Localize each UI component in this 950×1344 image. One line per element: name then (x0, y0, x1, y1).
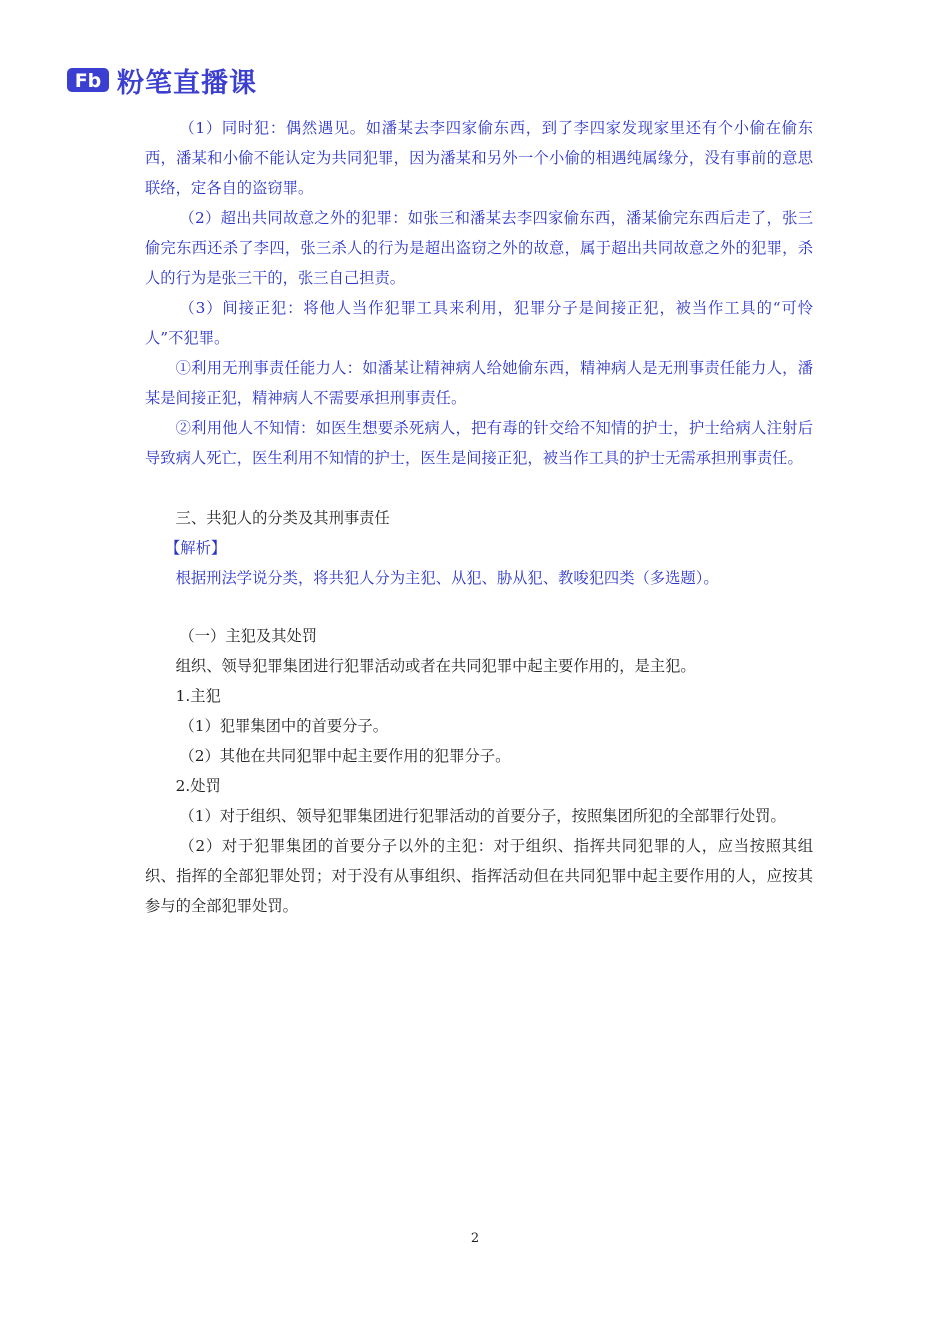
paragraph-use-unknowing: ②利用他人不知情：如医生想要杀死病人，把有毒的针交给不知情的护士，护士给病人注射后导致病人死亡，医生利用不知情的护士，医生是间接正犯，被当作工具的护士无需承担刑事责任。 (145, 419, 813, 467)
analysis-label: 【解析】 (165, 539, 227, 557)
page-number: 2 (470, 1231, 480, 1246)
item-principal-a: （1）犯罪集团中的首要分子。 (179, 717, 389, 735)
item-punishment-a: （1）对于组织、领导犯罪集团进行犯罪活动的首要分子，按照集团所犯的全部罪行处罚。 (179, 807, 786, 825)
svg-text:Fb: Fb (74, 70, 102, 92)
paragraph-beyond-common-intent: （2）超出共同故意之外的犯罪：如张三和潘某去李四家偷东西，潘某偷完东西后走了，张三偷完东西还杀了李四，张三杀人的行为是超出盗窃之外的故意，属于超出共同故意之外的犯罪，杀人的行为是张三干的，张三自己担责。 (145, 209, 813, 287)
principal-definition: 组织、领导犯罪集团进行犯罪活动或者在共同犯罪中起主要作用的，是主犯。 (175, 657, 696, 675)
brand-name: 粉笔直播课 (117, 67, 257, 99)
item-principal-b: （2）其他在共同犯罪中起主要作用的犯罪分子。 (179, 747, 511, 765)
fenbi-logo-icon (67, 66, 110, 94)
analysis-text: 根据刑法学说分类，将共犯人分为主犯、从犯、胁从犯、教唆犯四类（多选题）。 (175, 569, 719, 587)
item-punishment-b: （2）对于犯罪集团的首要分子以外的主犯：对于组织、指挥共同犯罪的人，应当按照其组织、指挥的全部犯罪处罚；对于没有从事组织、指挥活动但在共同犯罪中起主要作用的人，应按其参与的全部犯罪处罚。 (145, 837, 813, 915)
subheading-principal: （一）主犯及其处罚 (179, 627, 318, 645)
item-punishment-title: 2.处罚 (175, 777, 221, 795)
paragraph-indirect-principal: （3）间接正犯：将他人当作犯罪工具来利用，犯罪分子是间接正犯，被当作工具的“可怜人”不犯罪。 (145, 299, 813, 347)
paragraph-use-incapacitated: ①利用无刑事责任能力人：如潘某让精神病人给她偷东西，精神病人是无刑事责任能力人，潘某是间接正犯，精神病人不需要承担刑事责任。 (145, 359, 813, 407)
header (67, 60, 257, 100)
item-principal-title: 1.主犯 (175, 687, 221, 705)
paragraph-coincidental-offender: （1）同时犯：偶然遇见。如潘某去李四家偷东西，到了李四家发现家里还有个小偷在偷东西，潘某和小偷不能认定为共同犯罪，因为潘某和另外一个小偷的相遇纯属缘分，没有事前的意思联络，定各自的盗窃罪。 (145, 119, 813, 197)
section-heading-three: 三、共犯人的分类及其刑事责任 (175, 509, 390, 527)
document-body (145, 113, 813, 921)
